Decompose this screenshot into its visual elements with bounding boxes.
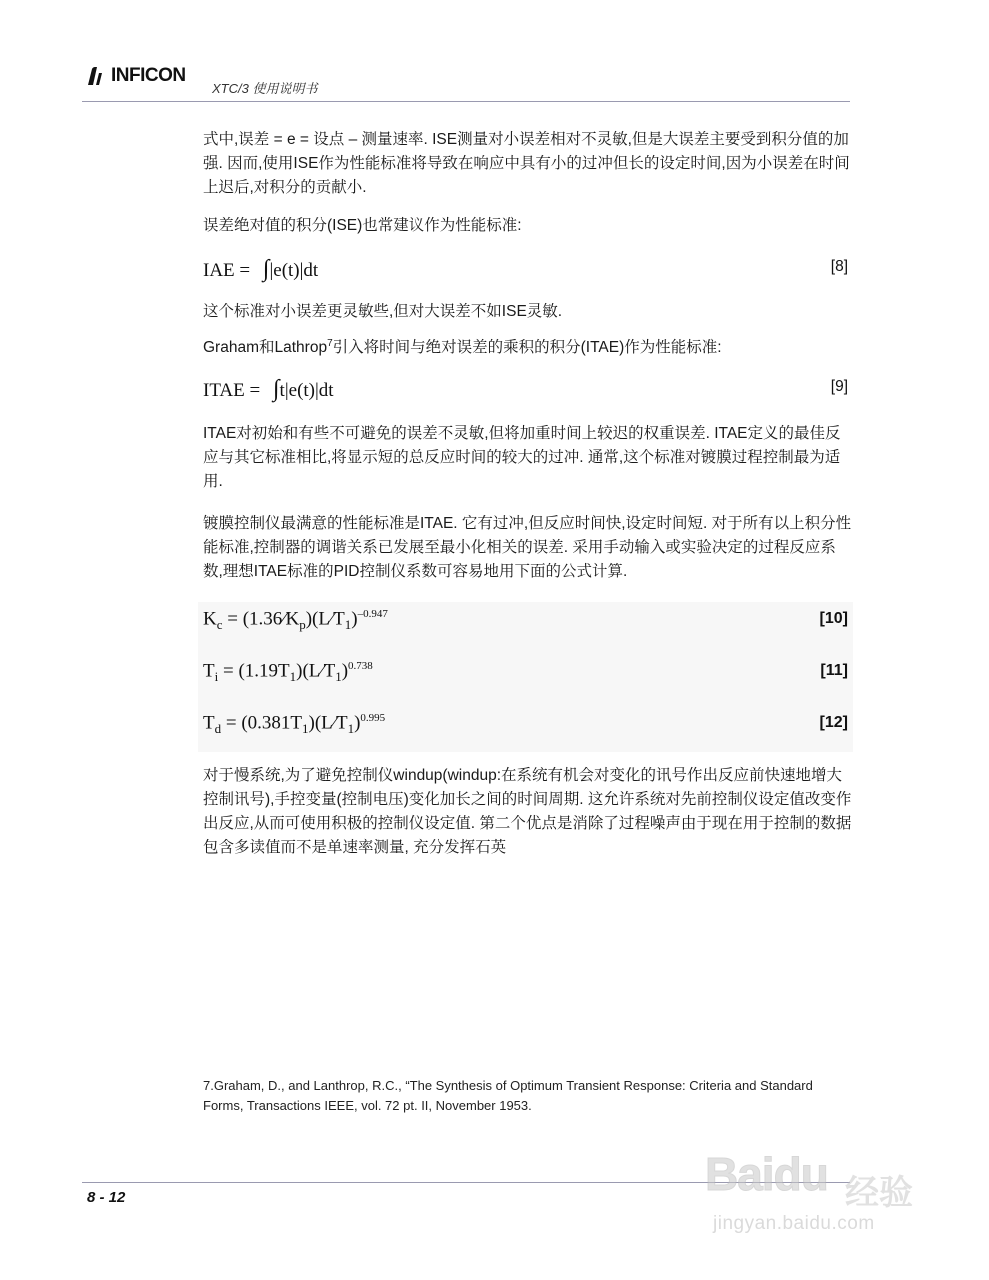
document-title: XTC/3 使用说明书 <box>212 81 318 96</box>
footnote-ref-7: 7 <box>327 337 333 349</box>
equation-9 <box>203 376 848 406</box>
equation-10-number: [10] <box>819 610 848 627</box>
equation-8 <box>203 256 848 286</box>
paragraph-ise-description: 式中,误差 = e = 设点 – 测量速率. ISE测量对小误差相对不灵敏,但是大误差主要受到积分值的加强. 因而,使用ISE作为性能标准将导致在响应中具有小的过冲但长的设定时间,因为小误差在时间上迟后,对积分的贡献小. <box>203 131 850 196</box>
footnote-7: 7.Graham, D., and Lanthrop, R.C., “The Synthesis of Optimum Transient Response: Criteria and Standard Forms, Transactions IEEE, vol. 72 pt. II, November 1953. <box>203 1078 813 1113</box>
brand-name: INFICON <box>111 65 186 86</box>
watermark-url: jingyan.baidu.com <box>713 1213 875 1234</box>
equation-10 <box>203 608 848 638</box>
inficon-logo-icon <box>85 65 107 87</box>
baidu-watermark <box>695 1135 955 1255</box>
equation-8-number: [8] <box>830 258 848 275</box>
equation-11-number: [11] <box>820 662 848 679</box>
equation-12 <box>203 712 848 742</box>
watermark-logo-text: Baidu <box>705 1148 828 1200</box>
equation-10-formula: $K_c$ = $(1.36⁄K_p)(L⁄T_1)^{-0.947}$ <box>203 608 388 633</box>
paragraph-itae-properties: ITAE对初始和有些不可避免的误差不灵敏,但将加重时间上较迟的权重误差. ITAE定义的最佳反应与其它标准相比,将显示短的总反应时间的较大的过冲. 通常,这个标准对镀膜过程控制最为适用. <box>203 425 841 490</box>
paragraph-iae-intro: 误差绝对值的积分(ISE)也常建议作为性能标准: <box>203 217 522 234</box>
inficon-logo <box>85 63 186 89</box>
page-number: 8 - 12 <box>87 1189 126 1206</box>
watermark-chinese-text: 经验 <box>845 1174 913 1212</box>
equation-11-formula: $T_i$ = $(1.19T_1)(L⁄T_1)^{0.738}$ <box>203 660 373 685</box>
paragraph-windup: 对于慢系统,为了避免控制仪windup(windup:在系统有机会对变化的讯号作出反应前快速地增大控制讯号),手控变量(控制电压)变化加长之间的时间周期. 这允许系统对先前控制仪设定值改变作出反应,从而可使用积极的控制仪设定值. 第二个优点是消除了过程噪声由于现在用于控制的数据包含多读值而不是单速率测量, 充分发挥石英 <box>203 767 852 856</box>
header-divider <box>82 101 850 102</box>
equation-11 <box>203 660 848 690</box>
paragraph-iae-sensitivity: 这个标准对小误差更灵敏些,但对大误差不如ISE灵敏. <box>203 303 563 320</box>
equation-12-number: [12] <box>819 714 848 731</box>
equation-8-formula: IAE = ∫|e(t)|dt <box>203 256 319 282</box>
equation-9-formula: ITAE = ∫t|e(t)|dt <box>203 376 334 402</box>
equation-9-number: [9] <box>830 378 848 395</box>
paragraph-itae-criterion: 镀膜控制仪最满意的性能标准是ITAE. 它有过冲,但反应时间快,设定时间短. 对于所有以上积分性能标准,控制器的调谐关系已发展至最小化相关的误差. 采用手动输入或实验决定的过程反应系数,理想ITAE标准的PID控制仪系数可容易地用下面的公式计算. <box>203 515 852 580</box>
paragraph-itae-intro: Graham和Lathrop$^7$引入将时间与绝对误差的乘积的积分(ITAE)作为性能标准: <box>203 337 722 356</box>
equation-12-formula: $T_d$ = $(0.381T_1)(L⁄T_1)^{0.995}$ <box>203 712 386 737</box>
